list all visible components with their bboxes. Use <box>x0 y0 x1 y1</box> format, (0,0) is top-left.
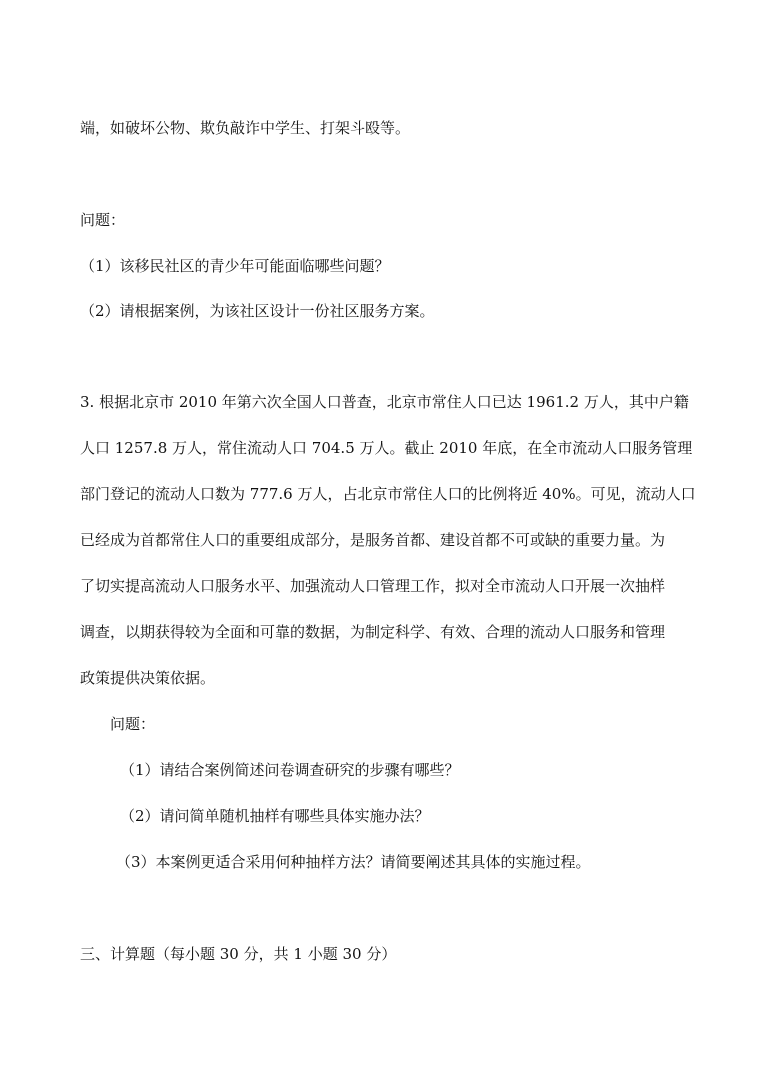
case-paragraph-line: 已经成为首都常住人口的重要组成部分，是服务首都、建设首都不可或缺的重要力量。为 <box>80 531 666 549</box>
question-item: （1）该移民社区的青少年可能面临哪些问题？ <box>80 257 390 275</box>
question-item: （2）请问简单随机抽样有哪些具体实施办法？ <box>120 807 430 825</box>
case-paragraph-line: 人口 1257.8 万人，常住流动人口 704.5 万人。截止 2010 年底，在全市流动人口服务管理 <box>80 439 693 457</box>
questions-label: 问题： <box>80 211 126 229</box>
case-paragraph-line: 3. 根据北京市 2010 年第六次全国人口普查，北京市常住人口已达 1961.2 万人，其中户籍 <box>80 393 689 411</box>
case-paragraph-line: 了切实提高流动人口服务水平、加强流动人口管理工作，拟对全市流动人口开展一次抽样 <box>80 577 666 595</box>
questions-label: 问题： <box>110 715 156 733</box>
case-paragraph-line: 政策提供决策依据。 <box>80 669 216 687</box>
question-item: （1）请结合案例简述问卷调查研究的步骤有哪些？ <box>120 761 460 779</box>
section-heading: 三、计算题（每小题 30 分，共 1 小题 30 分） <box>80 945 397 963</box>
case-paragraph-line: 调查，以期获得较为全面和可靠的数据，为制定科学、有效、合理的流动人口服务和管理 <box>80 623 666 641</box>
question-item: （2）请根据案例，为该社区设计一份社区服务方案。 <box>80 302 435 320</box>
continuation-text: 端，如破坏公物、欺负敲诈中学生、打架斗殴等。 <box>80 119 411 137</box>
question-item: （3）本案例更适合采用何种抽样方法？请简要阐述其具体的实施过程。 <box>116 853 591 871</box>
case-paragraph-line: 部门登记的流动人口数为 777.6 万人，占北京市常住人口的比例将近 40%。可见，流动人口 <box>80 485 696 503</box>
